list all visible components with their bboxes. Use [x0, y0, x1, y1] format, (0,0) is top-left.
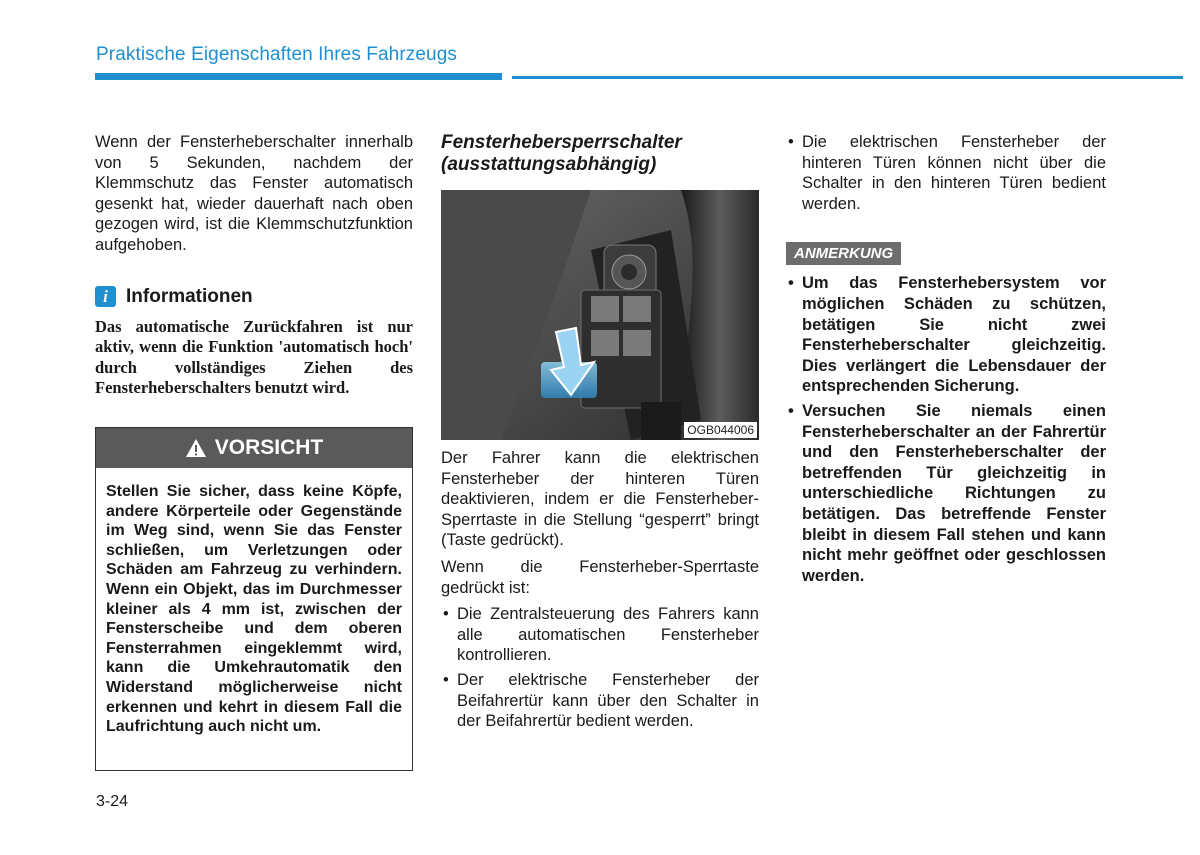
column-1 — [95, 132, 413, 399]
section-title-line2: (ausstattungsabhängig) — [441, 154, 657, 175]
caution-text: Stellen Sie sicher, dass keine Köpfe, andere Körperteile oder Gegenstände im Weg sind, wenn Sie das Fenster schließen, um Verletzungen oder Schäden am Fahrzeug zu verhindern. Wenn ein Objekt, das im Durchmesser kleiner als 4 mm ist, zwischen der Fensterscheibe und dem oberen Fensterrahmen eingeklemmt wird, kann die Umkehrautomatik den Widerstand möglicherweise nicht erkennen und kehrt in diesem Fall die Laufrichtung auch nicht um. — [106, 483, 402, 736]
column-2 — [441, 132, 759, 736]
header-rule-thick — [95, 73, 502, 80]
warning-triangle-icon — [185, 438, 207, 458]
info-text: Das automatische Zurückfahren ist nur aktiv, wenn die Funktion 'automatisch hoch' durch vollständiges Ziehen des Fensterheberschalters benutzt wird. — [95, 316, 413, 398]
intro-paragraph: Wenn der Fensterheberschalter innerhalb von 5 Sekunden, nachdem der Klemmschutz das Fenster automatisch gesenkt hat, wieder dauerhaft nach oben gezogen wird, ist die Klemmschutzfunktion aufgehoben. — [95, 133, 413, 254]
door-panel-illustration — [441, 190, 759, 440]
note-bullet-item: • Um das Fensterhebersystem vor möglichen Schäden zu schützen, betätigen Sie nicht zwei Fensterheberschalter gleichzeitig. Dies verlängert die Lebensdauer der entsprechenden Sicherung. — [786, 273, 1106, 397]
bullet-list — [441, 604, 759, 732]
note-bullet-item: • Versuchen Sie niemals einen Fensterheberschalter an der Fahrertür und den Fensterheberschalter der betreffenden Tür gleichzeitig in unterschiedliche Richtungen zu betätigen. Das betreffende Fenster bleibt in diesem Fall stehen und kann nicht mehr geöffnet oder geschlossen werden. — [786, 401, 1106, 586]
note-bullet-list — [786, 273, 1106, 586]
bullet-item: • Die elektrischen Fensterheber der hinteren Türen können nicht über die Schalter in den hinteren Türen bedient werden. — [786, 132, 1106, 214]
page-number: 3-24 — [96, 793, 129, 810]
bullet-item: • Der elektrische Fensterheber der Beifahrertür kann über den Schalter in der Beifahrertür bedient werden. — [441, 670, 759, 732]
info-heading — [95, 286, 413, 308]
bullet-list — [786, 132, 1106, 214]
info-title: Informationen — [126, 285, 253, 307]
info-icon: i — [95, 286, 116, 307]
column-3 — [786, 132, 1106, 590]
header-rule-thin — [512, 76, 1183, 79]
section-title-line1: Fensterhebersperrschalter — [441, 132, 682, 153]
photo-code-label: OGB044006 — [684, 422, 757, 438]
bullet-item: • Die Zentralsteuerung des Fahrers kann alle automatischen Fensterheber kontrollieren. — [441, 604, 759, 666]
caution-box — [95, 427, 413, 771]
section-title — [441, 132, 759, 176]
note-badge: ANMERKUNG — [786, 242, 901, 265]
paragraph-driver-lock: Der Fahrer kann die elektrischen Fensterheber der hinteren Türen deaktivieren, indem er die Fensterheber-Sperrtaste in die Stellung “gesperrt” bringt (Taste gedrückt). — [441, 449, 759, 550]
caution-title: VORSICHT — [214, 436, 324, 459]
paragraph-when-pressed: Wenn die Fensterheber-Sperrtaste gedrückt ist: — [441, 557, 759, 597]
door-switch-photo — [441, 190, 759, 440]
page-header-title: Praktische Eigenschaften Ihres Fahrzeugs — [96, 44, 457, 65]
caution-header — [96, 428, 412, 468]
